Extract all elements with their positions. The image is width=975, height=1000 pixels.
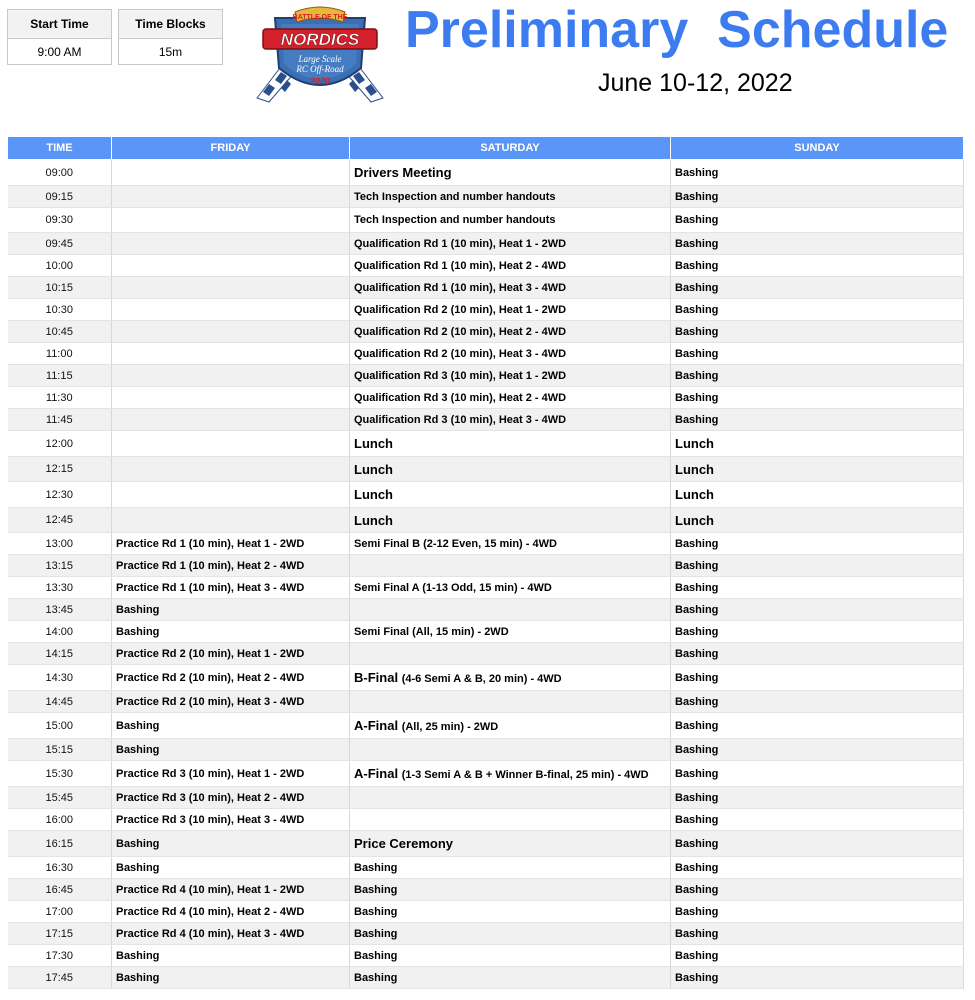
table-row <box>8 457 964 482</box>
cell-sunday[interactable]: Bashing <box>671 967 964 989</box>
table-row <box>8 945 964 967</box>
cell-saturday[interactable] <box>350 555 671 577</box>
cell-time[interactable]: 15:45 <box>8 787 112 809</box>
table-row <box>8 599 964 621</box>
cell-time[interactable]: 12:15 <box>8 457 112 482</box>
cell-saturday[interactable]: Semi Final B (2-12 Even, 15 min) - 4WD <box>350 533 671 555</box>
table-row <box>8 739 964 761</box>
cell-time[interactable]: 14:15 <box>8 643 112 665</box>
cell-friday[interactable] <box>112 277 350 299</box>
cell-friday[interactable]: Bashing <box>112 599 350 621</box>
cell-sunday[interactable]: Bashing <box>671 186 964 208</box>
table-row <box>8 879 964 901</box>
cell-saturday[interactable]: Qualification Rd 3 (10 min), Heat 3 - 4WD <box>350 409 671 431</box>
cell-time[interactable]: 15:15 <box>8 739 112 761</box>
table-row <box>8 665 964 691</box>
cell-saturday[interactable]: Semi Final (All, 15 min) - 2WD <box>350 621 671 643</box>
cell-sunday[interactable]: Bashing <box>671 365 964 387</box>
cell-saturday[interactable]: Qualification Rd 1 (10 min), Heat 1 - 2WD <box>350 233 671 255</box>
cell-sunday[interactable]: Bashing <box>671 277 964 299</box>
cell-sunday[interactable]: Bashing <box>671 691 964 713</box>
cell-saturday[interactable] <box>350 599 671 621</box>
cell-friday[interactable]: Bashing <box>112 739 350 761</box>
table-row <box>8 621 964 643</box>
cell-sunday[interactable]: Bashing <box>671 299 964 321</box>
cell-sunday[interactable]: Bashing <box>671 577 964 599</box>
event-title: B-Final <box>354 670 399 685</box>
cell-sunday[interactable]: Bashing <box>671 713 964 739</box>
cell-time[interactable]: 09:30 <box>8 208 112 233</box>
start-time-value[interactable]: 9:00 AM <box>37 45 82 59</box>
cell-time[interactable]: 09:00 <box>8 160 112 186</box>
cell-time[interactable]: 17:30 <box>8 945 112 967</box>
event-title: A-Final <box>354 718 399 733</box>
cell-sunday[interactable]: Bashing <box>671 599 964 621</box>
cell-time[interactable]: 11:30 <box>8 387 112 409</box>
cell-time[interactable]: 16:30 <box>8 857 112 879</box>
table-row <box>8 233 964 255</box>
cell-saturday[interactable]: Qualification Rd 1 (10 min), Heat 3 - 4WD <box>350 277 671 299</box>
schedule-body <box>8 160 964 989</box>
table-row <box>8 967 964 989</box>
cell-sunday[interactable]: Bashing <box>671 387 964 409</box>
header-sunday: SUNDAY <box>671 137 964 160</box>
table-row <box>8 761 964 787</box>
logo-top-text: BATTLE OF THE <box>292 14 348 21</box>
cell-time[interactable]: 10:45 <box>8 321 112 343</box>
table-row <box>8 691 964 713</box>
table-row <box>8 555 964 577</box>
table-row <box>8 508 964 533</box>
cell-friday[interactable]: Practice Rd 4 (10 min), Heat 1 - 2WD <box>112 879 350 901</box>
cell-friday[interactable] <box>112 321 350 343</box>
cell-friday[interactable]: Bashing <box>112 967 350 989</box>
start-time-box <box>7 9 112 65</box>
cell-sunday[interactable]: Bashing <box>671 208 964 233</box>
table-row <box>8 787 964 809</box>
cell-friday[interactable] <box>112 482 350 508</box>
cell-time[interactable]: 13:00 <box>8 533 112 555</box>
logo-sub-line2: RC Off-Road <box>296 64 344 74</box>
header-time: TIME <box>8 137 112 160</box>
cell-time[interactable]: 17:15 <box>8 923 112 945</box>
cell-time[interactable]: 09:15 <box>8 186 112 208</box>
event-title: A-Final <box>354 766 399 781</box>
cell-friday[interactable]: Bashing <box>112 857 350 879</box>
table-row <box>8 431 964 457</box>
cell-friday[interactable]: Practice Rd 1 (10 min), Heat 3 - 4WD <box>112 577 350 599</box>
cell-saturday[interactable]: Qualification Rd 3 (10 min), Heat 1 - 2WD <box>350 365 671 387</box>
cell-sunday[interactable]: Bashing <box>671 923 964 945</box>
cell-sunday[interactable]: Bashing <box>671 831 964 857</box>
cell-time[interactable]: 17:00 <box>8 901 112 923</box>
cell-saturday[interactable]: Lunch <box>350 508 671 533</box>
cell-friday[interactable]: Practice Rd 3 (10 min), Heat 3 - 4WD <box>112 809 350 831</box>
cell-saturday[interactable] <box>350 739 671 761</box>
cell-time[interactable]: 13:15 <box>8 555 112 577</box>
cell-sunday[interactable]: Bashing <box>671 643 964 665</box>
cell-saturday[interactable]: Bashing <box>350 967 671 989</box>
cell-sunday[interactable]: Bashing <box>671 160 964 186</box>
cell-friday[interactable] <box>112 186 350 208</box>
cell-friday[interactable]: Practice Rd 2 (10 min), Heat 1 - 2WD <box>112 643 350 665</box>
cell-time[interactable]: 13:30 <box>8 577 112 599</box>
cell-sunday[interactable]: Bashing <box>671 321 964 343</box>
cell-saturday[interactable]: Bashing <box>350 945 671 967</box>
cell-sunday[interactable]: Lunch <box>671 457 964 482</box>
cell-sunday[interactable]: Bashing <box>671 761 964 787</box>
cell-saturday[interactable] <box>350 665 671 691</box>
cell-sunday[interactable]: Lunch <box>671 508 964 533</box>
cell-saturday[interactable]: Qualification Rd 2 (10 min), Heat 2 - 4WD <box>350 321 671 343</box>
header-friday: FRIDAY <box>112 137 350 160</box>
page-title: Preliminary Schedule <box>405 1 949 59</box>
cell-saturday[interactable]: Lunch <box>350 457 671 482</box>
table-row <box>8 255 964 277</box>
cell-time[interactable]: 16:00 <box>8 809 112 831</box>
cell-friday[interactable] <box>112 208 350 233</box>
cell-saturday[interactable]: Lunch <box>350 431 671 457</box>
cell-sunday[interactable]: Lunch <box>671 482 964 508</box>
cell-saturday[interactable]: Qualification Rd 2 (10 min), Heat 3 - 4WD <box>350 343 671 365</box>
cell-time[interactable]: 16:15 <box>8 831 112 857</box>
cell-time[interactable]: 11:45 <box>8 409 112 431</box>
cell-sunday[interactable]: Bashing <box>671 739 964 761</box>
cell-saturday[interactable]: Bashing <box>350 901 671 923</box>
cell-time[interactable]: 12:30 <box>8 482 112 508</box>
cell-saturday[interactable] <box>350 643 671 665</box>
cell-sunday[interactable]: Bashing <box>671 857 964 879</box>
cell-sunday[interactable]: Bashing <box>671 233 964 255</box>
cell-friday[interactable]: Practice Rd 2 (10 min), Heat 2 - 4WD <box>112 665 350 691</box>
event-details: (4-6 Semi A & B, 20 min) - 4WD <box>401 673 562 685</box>
cell-sunday[interactable]: Bashing <box>671 343 964 365</box>
cell-saturday[interactable]: Bashing <box>350 857 671 879</box>
cell-friday[interactable] <box>112 387 350 409</box>
table-row <box>8 577 964 599</box>
time-blocks-label: Time Blocks <box>119 10 222 39</box>
table-row <box>8 277 964 299</box>
cell-sunday[interactable]: Lunch <box>671 431 964 457</box>
cell-saturday[interactable]: Tech Inspection and number handouts <box>350 208 671 233</box>
cell-saturday[interactable] <box>350 761 671 787</box>
event-details: (1-3 Semi A & B + Winner B-final, 25 min) - 4WD <box>401 769 649 781</box>
cell-time[interactable]: 12:45 <box>8 508 112 533</box>
cell-time[interactable]: 11:00 <box>8 343 112 365</box>
cell-saturday[interactable]: Bashing <box>350 923 671 945</box>
cell-sunday[interactable]: Bashing <box>671 787 964 809</box>
cell-time[interactable]: 09:45 <box>8 233 112 255</box>
cell-sunday[interactable]: Bashing <box>671 409 964 431</box>
table-row <box>8 365 964 387</box>
cell-friday[interactable]: Bashing <box>112 945 350 967</box>
table-row <box>8 713 964 739</box>
cell-friday[interactable]: Practice Rd 4 (10 min), Heat 2 - 4WD <box>112 901 350 923</box>
cell-friday[interactable] <box>112 233 350 255</box>
cell-sunday[interactable]: Bashing <box>671 555 964 577</box>
cell-saturday[interactable] <box>350 691 671 713</box>
table-row <box>8 299 964 321</box>
cell-sunday[interactable]: Bashing <box>671 879 964 901</box>
logo-year: 2020 <box>309 76 331 86</box>
event-dates: June 10-12, 2022 <box>598 69 793 97</box>
cell-sunday[interactable]: Bashing <box>671 621 964 643</box>
cell-friday[interactable]: Practice Rd 2 (10 min), Heat 3 - 4WD <box>112 691 350 713</box>
cell-sunday[interactable]: Bashing <box>671 255 964 277</box>
schedule-table <box>7 136 964 989</box>
cell-saturday[interactable]: Price Ceremony <box>350 831 671 857</box>
cell-saturday[interactable] <box>350 787 671 809</box>
cell-time[interactable]: 14:00 <box>8 621 112 643</box>
cell-friday[interactable] <box>112 508 350 533</box>
cell-sunday[interactable]: Bashing <box>671 809 964 831</box>
cell-saturday[interactable]: Qualification Rd 3 (10 min), Heat 2 - 4WD <box>350 387 671 409</box>
cell-friday[interactable] <box>112 409 350 431</box>
event-details: (All, 25 min) - 2WD <box>401 721 499 733</box>
table-row <box>8 901 964 923</box>
cell-friday[interactable]: Practice Rd 3 (10 min), Heat 2 - 4WD <box>112 787 350 809</box>
cell-time[interactable]: 11:15 <box>8 365 112 387</box>
cell-sunday[interactable]: Bashing <box>671 533 964 555</box>
cell-friday[interactable]: Practice Rd 4 (10 min), Heat 3 - 4WD <box>112 923 350 945</box>
cell-saturday[interactable]: Tech Inspection and number handouts <box>350 186 671 208</box>
table-row <box>8 482 964 508</box>
cell-saturday[interactable]: Semi Final A (1-13 Odd, 15 min) - 4WD <box>350 577 671 599</box>
table-row <box>8 533 964 555</box>
table-row <box>8 923 964 945</box>
cell-time[interactable]: 16:45 <box>8 879 112 901</box>
table-row <box>8 208 964 233</box>
cell-time[interactable]: 12:00 <box>8 431 112 457</box>
cell-friday[interactable] <box>112 343 350 365</box>
cell-saturday[interactable] <box>350 809 671 831</box>
cell-time[interactable]: 10:00 <box>8 255 112 277</box>
time-blocks-box <box>118 9 223 65</box>
cell-saturday[interactable]: Qualification Rd 1 (10 min), Heat 2 - 4WD <box>350 255 671 277</box>
table-row <box>8 857 964 879</box>
cell-friday[interactable]: Practice Rd 1 (10 min), Heat 1 - 2WD <box>112 533 350 555</box>
table-row <box>8 643 964 665</box>
cell-saturday[interactable]: Bashing <box>350 879 671 901</box>
start-time-label: Start Time <box>8 10 111 39</box>
cell-friday[interactable]: Practice Rd 1 (10 min), Heat 2 - 4WD <box>112 555 350 577</box>
schedule-header-row <box>8 137 964 160</box>
cell-saturday[interactable]: Lunch <box>350 482 671 508</box>
logo-main-text: NORDICS <box>280 30 360 49</box>
cell-saturday[interactable]: Drivers Meeting <box>350 160 671 186</box>
cell-time[interactable]: 15:00 <box>8 713 112 739</box>
table-row <box>8 809 964 831</box>
cell-friday[interactable] <box>112 431 350 457</box>
cell-friday[interactable]: Bashing <box>112 831 350 857</box>
cell-friday[interactable] <box>112 457 350 482</box>
cell-saturday[interactable]: Qualification Rd 2 (10 min), Heat 1 - 2WD <box>350 299 671 321</box>
cell-friday[interactable] <box>112 299 350 321</box>
cell-sunday[interactable]: Bashing <box>671 945 964 967</box>
cell-friday[interactable]: Bashing <box>112 621 350 643</box>
cell-time[interactable]: 10:15 <box>8 277 112 299</box>
cell-time[interactable]: 17:45 <box>8 967 112 989</box>
cell-time[interactable]: 14:30 <box>8 665 112 691</box>
cell-friday[interactable]: Bashing <box>112 713 350 739</box>
cell-friday[interactable] <box>112 160 350 186</box>
table-row <box>8 343 964 365</box>
cell-friday[interactable] <box>112 365 350 387</box>
table-row <box>8 831 964 857</box>
logo-sub-line1: Large Scale <box>298 54 342 64</box>
cell-friday[interactable]: Practice Rd 3 (10 min), Heat 1 - 2WD <box>112 761 350 787</box>
cell-time[interactable]: 15:30 <box>8 761 112 787</box>
cell-time[interactable]: 10:30 <box>8 299 112 321</box>
table-row <box>8 160 964 186</box>
cell-time[interactable]: 14:45 <box>8 691 112 713</box>
cell-friday[interactable] <box>112 255 350 277</box>
cell-sunday[interactable]: Bashing <box>671 901 964 923</box>
table-row <box>8 387 964 409</box>
time-blocks-value[interactable]: 15m <box>158 45 183 59</box>
table-row <box>8 321 964 343</box>
event-logo <box>255 2 385 104</box>
table-row <box>8 186 964 208</box>
header-saturday: SATURDAY <box>350 137 671 160</box>
cell-time[interactable]: 13:45 <box>8 599 112 621</box>
cell-sunday[interactable]: Bashing <box>671 665 964 691</box>
cell-saturday[interactable] <box>350 713 671 739</box>
table-row <box>8 409 964 431</box>
